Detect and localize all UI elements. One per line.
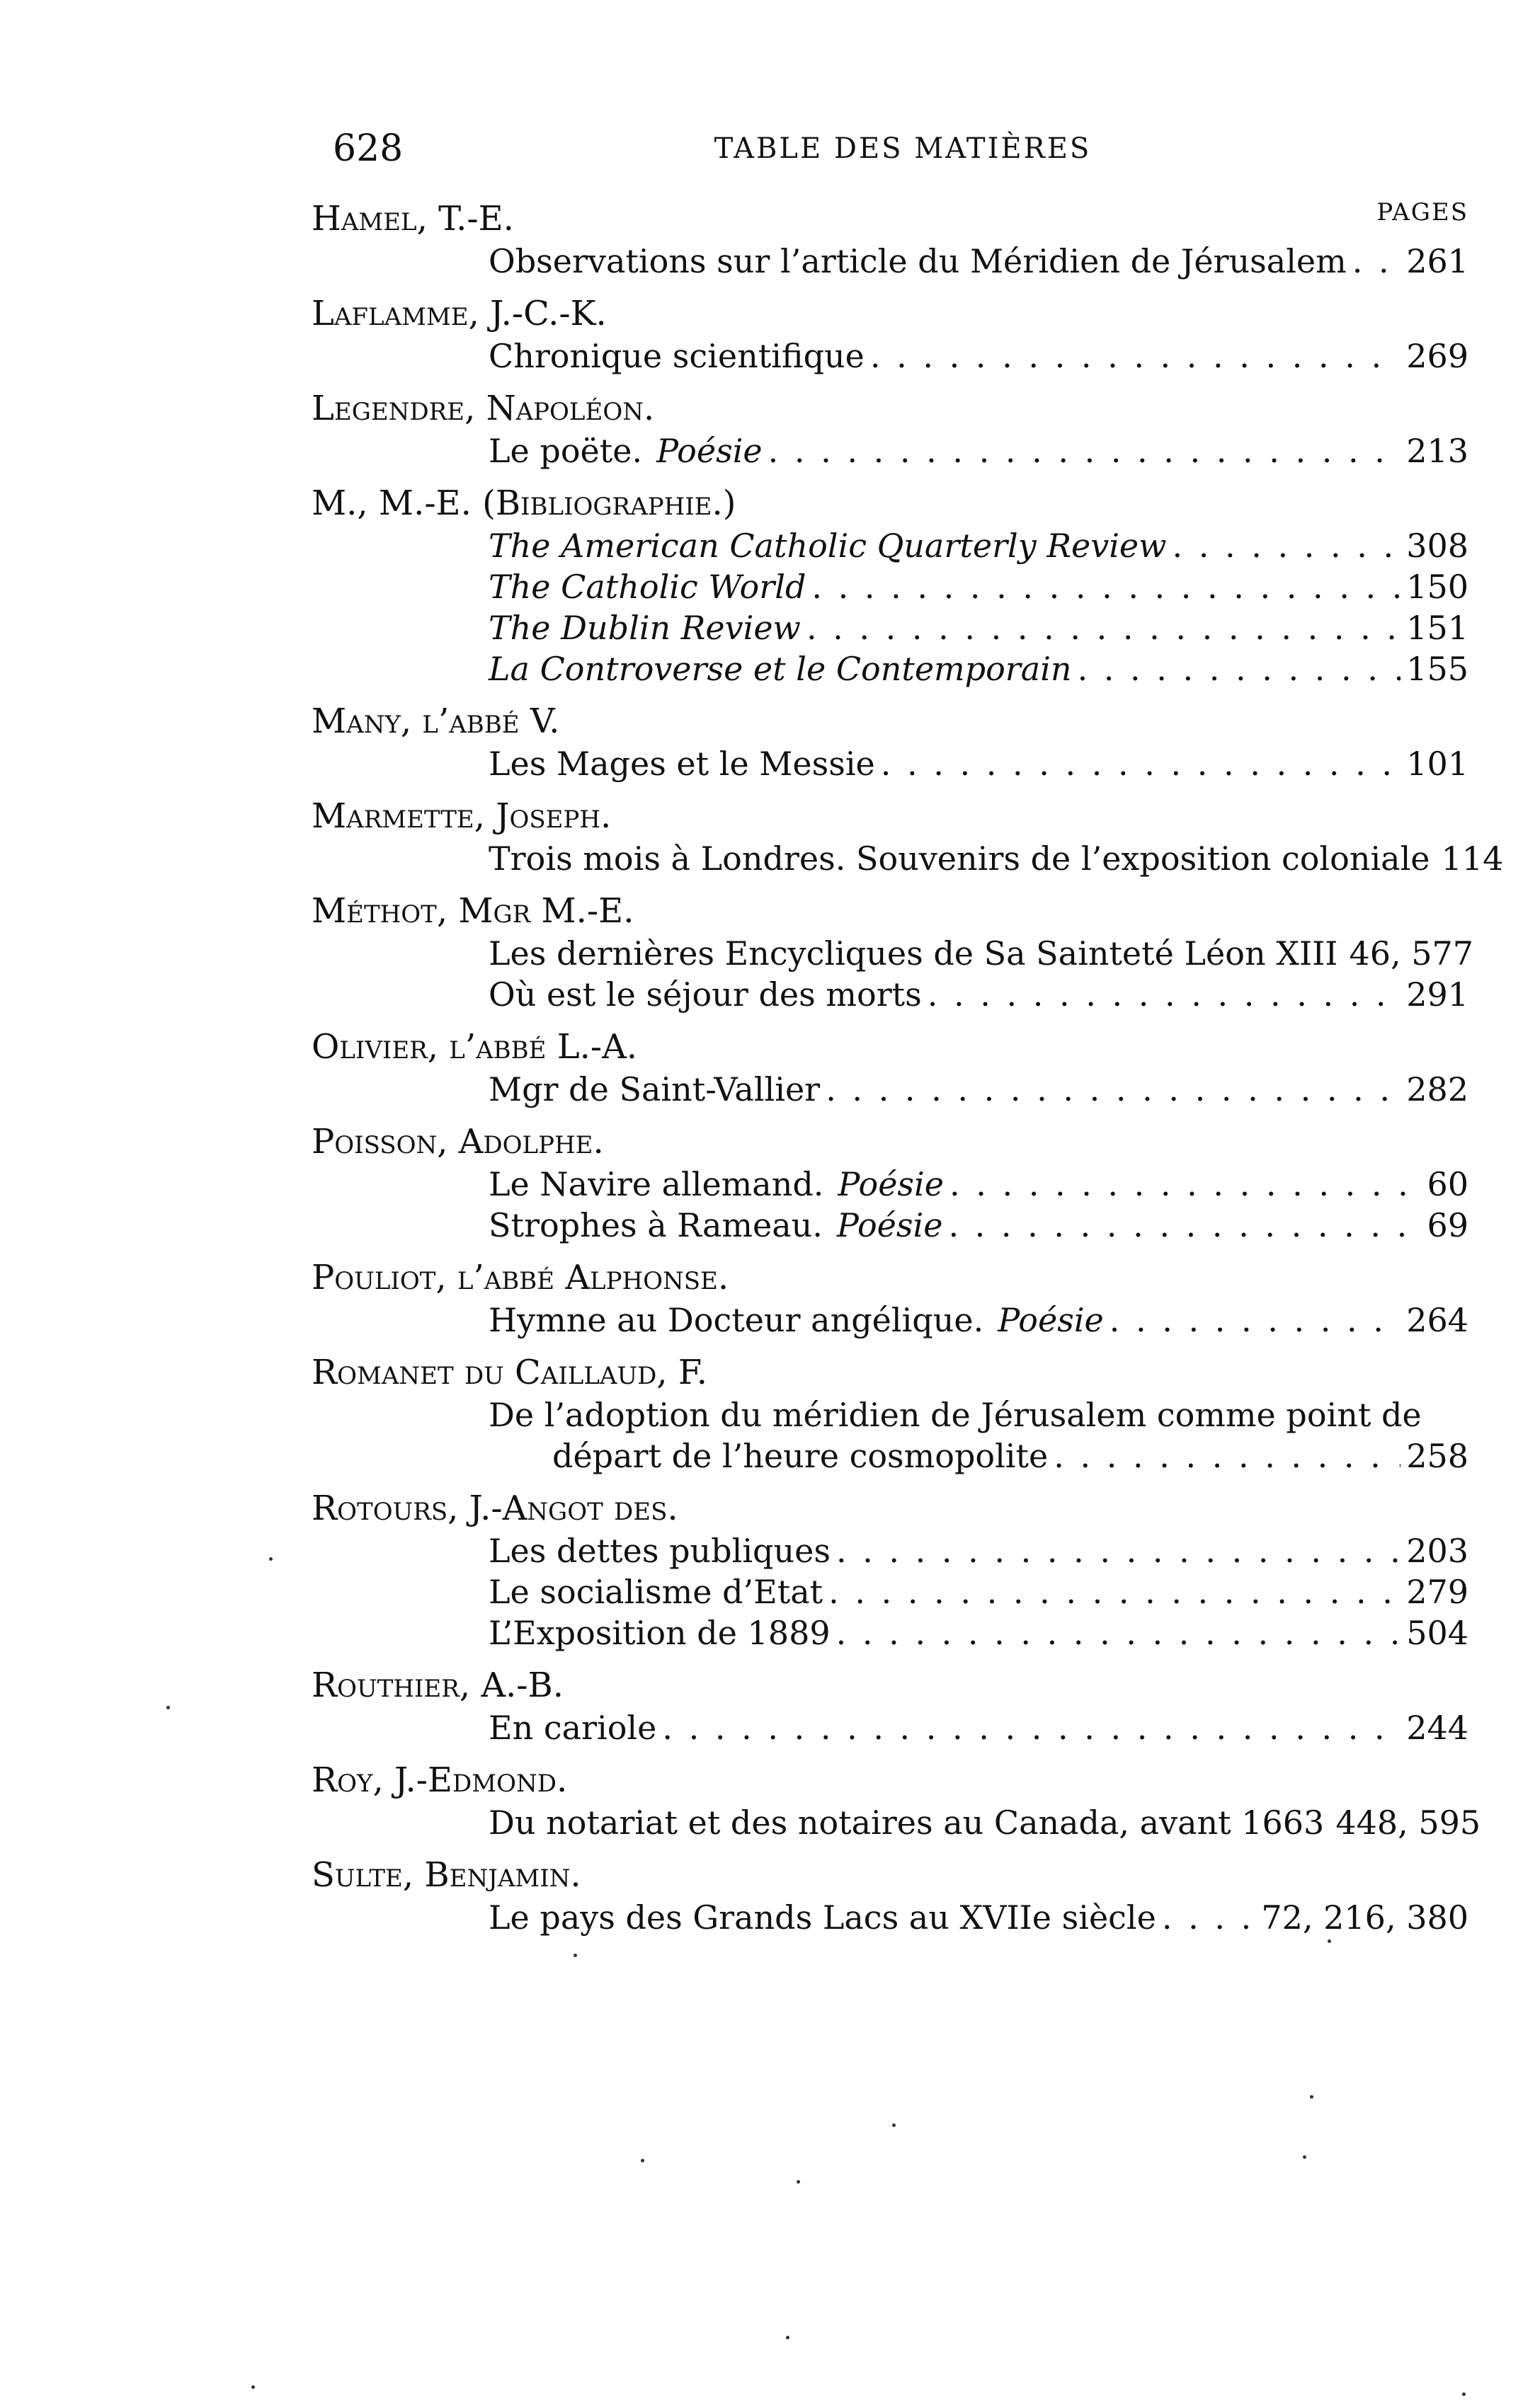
item-title: Strophes à Rameau. bbox=[489, 1206, 823, 1244]
speck bbox=[892, 2123, 896, 2127]
dot-leader bbox=[1054, 1435, 1401, 1477]
dot-leader bbox=[828, 1571, 1401, 1612]
toc-item bbox=[312, 336, 1473, 377]
toc-entry bbox=[312, 794, 1504, 879]
speck bbox=[1462, 2392, 1466, 2396]
dot-leader bbox=[948, 1205, 1421, 1246]
item-title: Où est le séjour des morts bbox=[489, 975, 922, 1014]
speck bbox=[269, 1557, 273, 1561]
toc-entry bbox=[312, 197, 1473, 282]
toc-item bbox=[312, 1164, 1473, 1205]
toc-item bbox=[312, 933, 1473, 974]
item-title: Mgr de Saint-Vallier bbox=[489, 1070, 821, 1108]
dot-leader bbox=[836, 1530, 1401, 1571]
toc-item bbox=[312, 1435, 1473, 1477]
item-title: Le pays des Grands Lacs au XVIIe siècle bbox=[489, 1898, 1156, 1937]
toc-item bbox=[312, 525, 1473, 566]
speck bbox=[1303, 2155, 1306, 2159]
item-title: Les dettes publiques bbox=[489, 1532, 831, 1570]
item-title: En cariole bbox=[489, 1709, 657, 1747]
page-ref: 60 bbox=[1427, 1165, 1468, 1203]
speck bbox=[574, 1954, 577, 1957]
toc-entry bbox=[312, 699, 1473, 784]
toc-item bbox=[312, 241, 1473, 282]
dot-leader bbox=[1078, 648, 1401, 689]
author-name: Pouliot, l’abbé Alphonse. bbox=[312, 1258, 729, 1297]
page-ref: 504 bbox=[1406, 1614, 1468, 1652]
toc-item bbox=[312, 974, 1473, 1015]
speck bbox=[1328, 1939, 1331, 1943]
page-ref: 151 bbox=[1406, 609, 1468, 647]
speck bbox=[797, 2180, 800, 2184]
dot-leader bbox=[768, 430, 1401, 471]
dot-leader bbox=[1110, 1300, 1401, 1341]
item-title: Le socialisme d’Etat bbox=[489, 1573, 823, 1611]
toc-entry bbox=[312, 1758, 1481, 1843]
speck bbox=[166, 1706, 170, 1709]
item-title: Les dernières Encycliques de Sa Sainteté Léon XIII bbox=[489, 934, 1338, 973]
item-title: Le poëte. bbox=[489, 432, 643, 470]
author-name: Sulte, Benjamin. bbox=[312, 1855, 581, 1895]
author-name: Poisson, Adolphe. bbox=[312, 1122, 604, 1162]
item-title: The American Catholic Quarterly Review bbox=[489, 527, 1167, 565]
item-title: Le Navire allemand. bbox=[489, 1165, 824, 1203]
page-ref: 308 bbox=[1406, 527, 1468, 565]
item-title-continued: départ de l’heure cosmopolite bbox=[552, 1437, 1049, 1475]
page-ref: 213 bbox=[1406, 432, 1468, 470]
page-ref: 244 bbox=[1406, 1709, 1468, 1747]
dot-leader bbox=[811, 566, 1401, 607]
toc-entry bbox=[312, 1663, 1473, 1748]
item-title: Les Mages et le Messie bbox=[489, 745, 875, 783]
author-name: Legendre, Napoléon. bbox=[312, 389, 655, 428]
page-header bbox=[333, 120, 1473, 177]
toc-entry bbox=[312, 1256, 1473, 1341]
toc-entry bbox=[312, 1025, 1473, 1110]
toc-item bbox=[312, 838, 1504, 879]
toc-item bbox=[312, 1802, 1481, 1843]
dot-leader bbox=[826, 1069, 1401, 1110]
toc-item bbox=[312, 1612, 1473, 1653]
page-ref: 155 bbox=[1406, 650, 1468, 688]
dot-leader bbox=[928, 974, 1401, 1015]
dot-leader bbox=[1173, 525, 1401, 566]
toc-item bbox=[312, 648, 1473, 689]
toc-entry bbox=[312, 1853, 1473, 1938]
toc-item-line bbox=[312, 1394, 1473, 1435]
page-ref: 69 bbox=[1427, 1206, 1468, 1244]
toc-entry bbox=[312, 386, 1473, 471]
item-title: Trois mois à Londres. Souvenirs de l’exposition coloniale bbox=[489, 839, 1430, 878]
item-title: De l’adoption du méridien de Jérusalem comme point de bbox=[489, 1396, 1422, 1434]
dot-leader bbox=[881, 743, 1401, 784]
toc-item bbox=[312, 430, 1473, 471]
toc-item bbox=[312, 1571, 1473, 1612]
speck bbox=[786, 2336, 789, 2339]
toc-item bbox=[312, 1205, 1473, 1246]
author-name: Rotours, J.-Angot des. bbox=[312, 1489, 678, 1528]
item-title: The Dublin Review bbox=[489, 609, 801, 647]
author-name: Routhier, A.-B. bbox=[312, 1665, 564, 1705]
toc-item bbox=[312, 607, 1473, 648]
dot-leader bbox=[1352, 241, 1401, 282]
item-note: Poésie bbox=[656, 432, 763, 470]
speck bbox=[641, 2159, 644, 2162]
toc-entry bbox=[312, 1486, 1473, 1653]
author-name: Hamel, T.-E. bbox=[312, 199, 514, 239]
toc-item bbox=[312, 1897, 1473, 1938]
toc-item bbox=[312, 743, 1473, 784]
author-name: Laflamme, J.-C.-K. bbox=[312, 294, 607, 333]
toc-entry bbox=[312, 292, 1473, 377]
item-title: Du notariat et des notaires au Canada, avant 1663 bbox=[489, 1804, 1325, 1842]
page-ref: 291 bbox=[1406, 975, 1468, 1014]
dot-leader bbox=[870, 336, 1401, 377]
item-note: Poésie bbox=[998, 1301, 1104, 1339]
toc-entry bbox=[312, 1351, 1473, 1477]
dot-leader bbox=[806, 607, 1401, 648]
author-name: Many, l’abbé V. bbox=[312, 701, 560, 741]
page-ref: 150 bbox=[1406, 568, 1468, 606]
item-title: Observations sur l’article du Méridien de Jérusalem bbox=[489, 242, 1347, 280]
page-ref: 114 bbox=[1441, 839, 1504, 878]
page-number: 628 bbox=[333, 127, 404, 170]
dot-leader bbox=[1162, 1897, 1256, 1938]
author-name: Olivier, l’abbé L.-A. bbox=[312, 1027, 637, 1067]
pages-column-label: PAGES bbox=[1376, 198, 1468, 227]
toc-item bbox=[312, 1707, 1473, 1748]
page-ref: 72, 216, 380 bbox=[1261, 1898, 1468, 1937]
toc-item bbox=[312, 566, 1473, 607]
page-ref: 269 bbox=[1406, 337, 1468, 375]
page-ref: 258 bbox=[1406, 1437, 1468, 1475]
page-ref: 264 bbox=[1406, 1301, 1468, 1339]
toc-entry bbox=[312, 889, 1473, 1015]
dot-leader bbox=[836, 1612, 1401, 1653]
author-name: Romanet du Caillaud, F. bbox=[312, 1353, 707, 1392]
page-ref: 46, 577 bbox=[1349, 934, 1474, 973]
author-name: Roy, J.-Edmond. bbox=[312, 1760, 568, 1800]
dot-leader bbox=[662, 1707, 1401, 1748]
page-ref: 261 bbox=[1406, 242, 1468, 280]
toc-entry bbox=[312, 1120, 1473, 1246]
item-title: L’Exposition de 1889 bbox=[489, 1614, 831, 1652]
item-title: Chronique scientifique bbox=[489, 337, 865, 375]
page-ref: 101 bbox=[1406, 745, 1468, 783]
toc-item bbox=[312, 1530, 1473, 1571]
table-of-contents bbox=[312, 197, 1504, 1948]
item-title: Hymne au Docteur angélique. bbox=[489, 1301, 984, 1339]
speck bbox=[251, 2385, 255, 2389]
page-ref: 448, 595 bbox=[1335, 1804, 1481, 1842]
speck bbox=[1310, 2095, 1313, 2099]
page-ref: 279 bbox=[1406, 1573, 1468, 1611]
item-title: La Controverse et le Contemporain bbox=[489, 650, 1072, 688]
author-name: M., M.-E. (Bibliographie.) bbox=[312, 483, 736, 523]
item-title: The Catholic World bbox=[489, 568, 806, 606]
item-note: Poésie bbox=[838, 1165, 944, 1203]
running-title: TABLE DES MATIÈRES bbox=[714, 132, 1092, 165]
author-name: Méthot, Mgr M.-E. bbox=[312, 891, 634, 931]
page-ref: 282 bbox=[1406, 1070, 1468, 1108]
toc-item bbox=[312, 1300, 1473, 1341]
dot-leader bbox=[949, 1164, 1421, 1205]
page-ref: 203 bbox=[1406, 1532, 1468, 1570]
author-name: Marmette, Joseph. bbox=[312, 796, 612, 836]
item-note: Poésie bbox=[836, 1206, 943, 1244]
toc-entry bbox=[312, 481, 1473, 689]
toc-item bbox=[312, 1069, 1473, 1110]
